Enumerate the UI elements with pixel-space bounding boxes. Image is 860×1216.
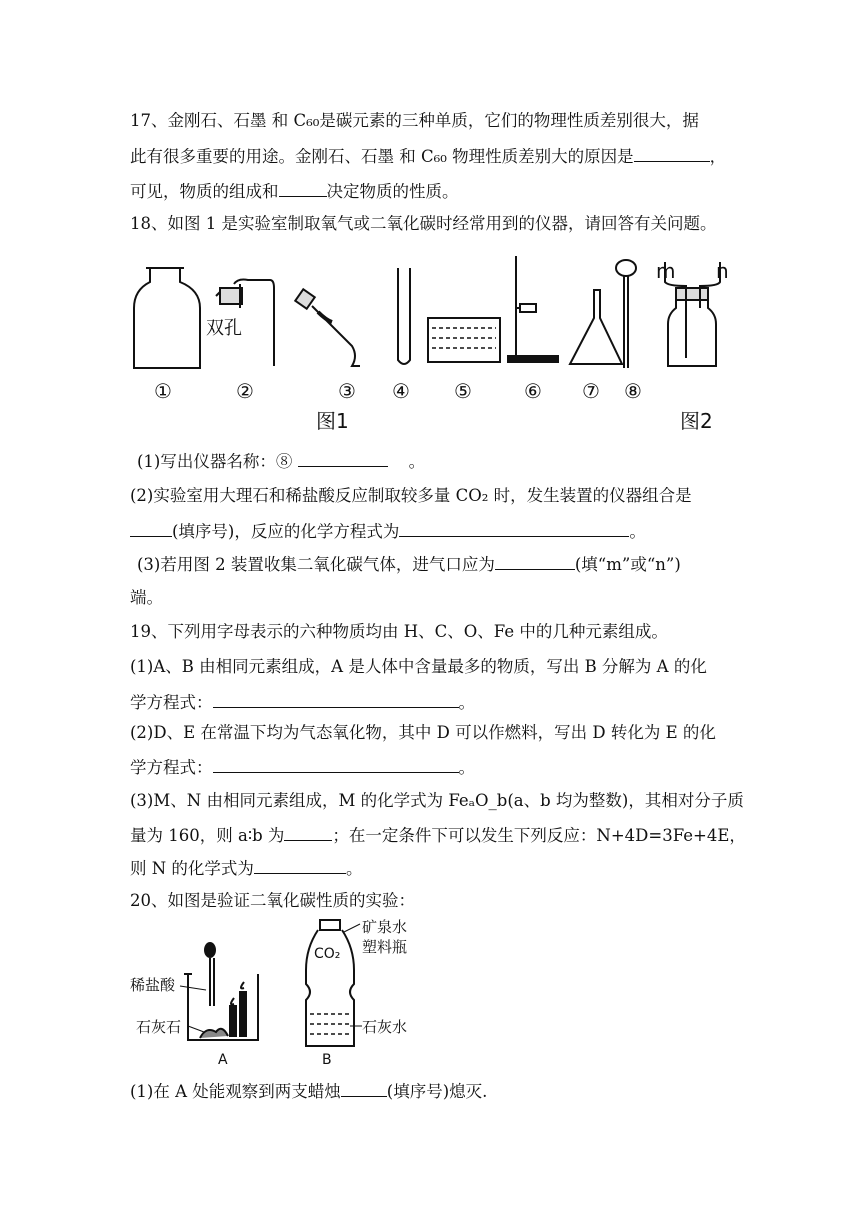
q19-part-2-text: (2)D、E 在常温下均为气态氧化物，其中 D 可以作燃料，写出 D 转化为 E 的化	[130, 723, 716, 742]
q18-part-3-end: 端。	[130, 588, 163, 607]
q19-part-3-end: 。	[345, 859, 363, 878]
q18-part-3-text: (3)若用图 2 装置收集二氧化碳气体，进气口应为	[137, 555, 495, 574]
candle-icon	[230, 982, 246, 1036]
port-m-label: m	[656, 259, 676, 283]
q17-comma: ，	[709, 147, 727, 166]
q19-part-2-end: 。	[458, 758, 475, 777]
water-trough-icon	[428, 318, 500, 362]
q19-part-1-text: (1)A、B 由相同元素组成，A 是人体中含量最多的物质，写出 B 分解为 A 的化	[130, 657, 707, 676]
q17-text-4: 决定物质的性质。	[326, 182, 459, 201]
q18-intro-text: 18、如图 1 是实验室制取氧气或二氧化碳时经常用到的仪器，请回答有关问题。	[130, 214, 717, 233]
q18-apparatus-figure	[120, 248, 745, 438]
q20-part-1	[130, 1080, 487, 1103]
q19-part-3-text: (3)M、N 由相同元素组成，M 的化学式为 FeₐO_b(a、b 均为整数)，其相对分子质	[130, 791, 744, 810]
q20-intro-text: 20、如图是验证二氧化碳性质的实验：	[130, 891, 415, 910]
q19-intro	[130, 621, 668, 643]
q19-part-1-cont	[130, 691, 475, 714]
q18-part-2	[130, 485, 692, 507]
apparatus-number-4: ④	[392, 379, 410, 403]
q20-answer-blank-1[interactable]	[341, 1080, 387, 1097]
bottle-label-line-2: 塑料瓶	[362, 938, 408, 956]
q20-experiment-figure	[128, 918, 448, 1070]
port-n-label: n	[716, 259, 729, 283]
limestone-label: 石灰石	[136, 1018, 182, 1036]
bottle-label-line-1: 矿泉水	[362, 918, 408, 936]
limestone-icon	[200, 1029, 228, 1038]
q19-part-1-end: 。	[458, 693, 475, 712]
q17-line-3	[130, 180, 459, 203]
limewater-label: 石灰水	[362, 1018, 408, 1036]
q20-part-1-text: (1)在 A 处能观察到两支蜡烛	[130, 1082, 341, 1101]
q18-answer-blank-1[interactable]	[298, 450, 388, 467]
q19-part-3-cont	[130, 824, 746, 847]
iron-stand-icon	[508, 256, 558, 362]
q17-text-1: 17、金刚石、石墨 和 C₆₀是碳元素的三种单质，它们的物理性质差别很大，据	[130, 111, 699, 130]
q19-part-3-text-c: ；在一定条件下可以发生下列反应：N+4D=3Fe+4E，	[332, 826, 746, 845]
q17-answer-blank-1[interactable]	[634, 145, 710, 162]
q19-part-3-text-d: 则 N 的化学式为	[130, 859, 254, 878]
co2-label: CO₂	[314, 946, 341, 962]
apparatus-number-3: ③	[338, 379, 356, 403]
q18-part-3-text-b: (填“m”或“n”)	[574, 555, 681, 574]
q19-part-1-text-b: 学方程式：	[130, 693, 213, 712]
q19-part-2-cont	[130, 756, 475, 779]
q17-line-2	[130, 145, 726, 168]
acid-label: 稀盐酸	[130, 976, 176, 994]
q18-answer-blank-3[interactable]	[399, 520, 629, 537]
test-tube-icon	[398, 268, 410, 364]
q19-answer-blank-4[interactable]	[254, 857, 346, 874]
apparatus-number-5: ⑤	[454, 379, 472, 403]
delivery-tube-icon	[295, 289, 360, 366]
q19-part-3	[130, 790, 744, 812]
label-b: B	[322, 1052, 332, 1068]
q17-answer-blank-2[interactable]	[279, 180, 327, 197]
q18-part-3-cont	[130, 587, 163, 609]
q18-part-1-end: 。	[408, 452, 426, 471]
q18-part-2-text-b: (填序号)，反应的化学方程式为	[172, 522, 400, 541]
q19-answer-blank-3[interactable]	[284, 824, 332, 841]
q18-intro	[130, 213, 716, 235]
q19-part-3-text-b: 量为 160，则 a∶b 为	[130, 826, 285, 845]
q18-part-1-text: (1)写出仪器名称：⑧	[137, 452, 293, 471]
apparatus-number-8: ⑧	[624, 379, 642, 403]
hole-label: 双孔	[206, 318, 242, 339]
q18-answer-blank-4[interactable]	[495, 553, 575, 570]
q20-part-1-end: (填序号)熄灭.	[386, 1082, 488, 1101]
q18-part-2-cont	[130, 520, 646, 543]
q19-part-1	[130, 656, 707, 678]
figure-2-caption: 图2	[680, 409, 713, 433]
plastic-bottle-icon	[306, 920, 362, 1046]
figure-1-caption: 图1	[316, 409, 349, 433]
q19-answer-blank-2[interactable]	[213, 756, 459, 773]
q18-part-2-end: 。	[629, 522, 646, 541]
q17-text-3: 可见，物质的组成和	[130, 182, 279, 201]
q19-answer-blank-1[interactable]	[213, 691, 459, 708]
funnel-icon	[616, 260, 636, 368]
q18-part-3	[137, 553, 681, 576]
q19-part-2-text-b: 学方程式：	[130, 758, 213, 777]
gas-jar-icon	[134, 268, 200, 368]
q19-part-2	[130, 722, 716, 744]
dropper-icon	[205, 943, 215, 1006]
apparatus-number-2: ②	[236, 379, 254, 403]
apparatus-number-7: ⑦	[582, 379, 600, 403]
q17-text-2: 此有很多重要的用途。金刚石、石墨 和 C₆₀ 物理性质差别大的原因是	[130, 147, 634, 166]
q17-line-1	[130, 110, 699, 132]
q20-intro	[130, 890, 415, 912]
q19-part-3-cont-2	[130, 857, 362, 880]
apparatus-number-6: ⑥	[524, 379, 542, 403]
conical-flask-icon	[570, 290, 622, 364]
q18-part-2-text: (2)实验室用大理石和稀盐酸反应制取较多量 CO₂ 时，发生装置的仪器组合是	[130, 486, 692, 505]
q18-answer-blank-2[interactable]	[130, 520, 172, 537]
q19-intro-text: 19、下列用字母表示的六种物质均由 H、C、O、Fe 中的几种元素组成。	[130, 622, 668, 641]
label-a: A	[218, 1052, 228, 1068]
apparatus-number-1: ①	[154, 379, 172, 403]
q18-part-1	[137, 450, 425, 473]
